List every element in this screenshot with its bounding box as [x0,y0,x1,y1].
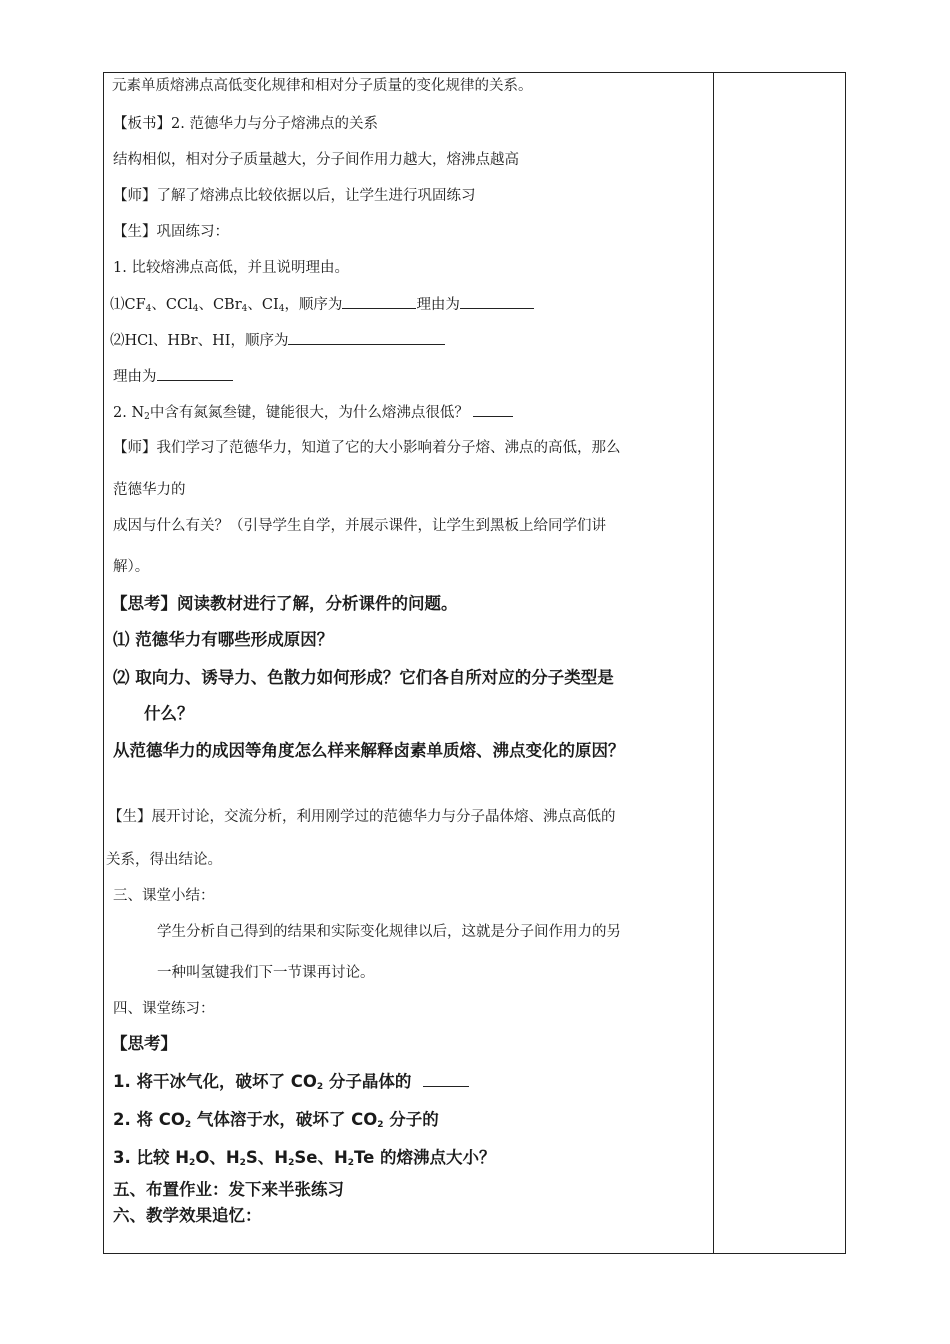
bold-line: 【思考】 [111,1034,177,1053]
text-line: 1. 比较熔沸点高低，并且说明理由。 [113,260,349,276]
text-fragment: 、CI [247,297,279,313]
text-line: 一种叫氢键我们下一节课再讨论。 [157,965,375,981]
answer-blank[interactable] [288,330,445,345]
subscript: 2 [316,1082,324,1092]
text-fragment: O、H [195,1148,240,1167]
exercise-line-3 [113,366,233,387]
exercise-line-2 [110,330,445,351]
section-heading: 五、布置作业：发下来半张练习 [113,1180,344,1199]
exercise-line-1 [110,294,534,315]
text-line: 元素单质熔沸点高低变化规律和相对分子质量的变化规律的关系。 [112,78,533,94]
practice-line-1 [113,1072,469,1092]
text-line: 【师】我们学习了范德华力，知道了它的大小影响着分子熔、沸点的高低，那么 [113,440,621,456]
text-fragment: 分子的 [389,1110,439,1129]
subscript: 4 [192,304,199,314]
answer-blank[interactable] [473,402,513,417]
answer-blank[interactable] [157,366,233,381]
text-fragment: 理由为 [113,369,157,385]
column-divider [713,72,714,1254]
practice-line-2 [113,1110,439,1130]
answer-blank[interactable] [460,294,534,309]
subscript: 4 [241,304,248,314]
text-line: 解）。 [113,559,150,575]
subscript: 2 [377,1120,384,1130]
text-fragment: 、CCl [151,297,193,313]
text-fragment: 理由为 [416,297,460,313]
text-fragment: 1. 将干冰气化，破坏了 CO [113,1072,317,1091]
subscript: 4 [278,304,285,314]
text-line: 成因与什么有关？（引导学生自学，并展示课件，让学生到黑板上给同学们讲 [113,518,606,534]
section-heading: 六、教学效果追忆： [113,1206,262,1225]
bold-line: 什么？ [144,704,194,723]
text-fragment: 分子晶体的 [328,1072,412,1091]
subscript: 2 [347,1158,355,1168]
subscript: 2 [239,1158,246,1168]
practice-line-3 [113,1148,496,1168]
text-fragment: Te 的熔沸点大小？ [354,1148,496,1167]
text-line: 【生】展开讨论，交流分析，利用刚学过的范德华力与分子晶体熔、沸点高低的 [108,809,616,825]
text-fragment: ⑴CF [110,297,146,313]
text-line: 关系，得出结论。 [106,852,222,868]
text-line: 学生分析自己得到的结果和实际变化规律以后，这就是分子间作用力的另 [157,924,621,940]
text-fragment: 、CBr [198,297,242,313]
subscript: 2 [144,412,150,422]
bold-line: ⑴ 范德华力有哪些形成原因？ [113,630,334,649]
text-fragment: 2. N [113,405,145,421]
subscript: 2 [189,1158,196,1168]
text-fragment: ，顺序为 [284,297,343,313]
section-heading: 四、课堂练习： [113,1001,215,1017]
subscript: 4 [145,304,152,314]
text-fragment: S、H [245,1148,289,1167]
bold-line: ⑵ 取向力、诱导力、色散力如何形成？它们各自所对应的分子类型是 [113,668,614,687]
subscript: 2 [288,1158,295,1168]
exercise-line-4 [113,402,513,423]
text-line: 【板书】2. 范德华力与分子熔沸点的关系 [113,116,378,132]
answer-blank[interactable] [342,294,416,309]
text-fragment: 中含有氮氮叁键，键能很大，为什么熔沸点很低？ [149,405,469,421]
answer-blank[interactable] [423,1072,469,1087]
text-fragment: Se、H [294,1148,348,1167]
text-line: 【师】了解了熔沸点比较依据以后，让学生进行巩固练习 [113,188,476,204]
text-fragment: ⑵HCl、HBr、HI，顺序为 [110,333,289,349]
text-fragment: 3. 比较 H [113,1148,190,1167]
bold-line: 【思考】阅读教材进行了解，分析课件的问题。 [111,594,458,613]
text-line: 【生】巩固练习： [113,224,229,240]
section-heading: 三、课堂小结： [113,888,215,904]
text-line: 结构相似，相对分子质量越大，分子间作用力越大，熔沸点越高 [113,152,519,168]
text-fragment: 2. 将 CO [113,1110,185,1129]
bold-line: 从范德华力的成因等角度怎么样来解释卤素单质熔、沸点变化的原因？ [113,741,625,760]
subscript: 2 [184,1120,192,1130]
text-line: 范德华力的 [113,482,186,498]
text-fragment: 气体溶于水，破坏了 CO [196,1110,378,1129]
